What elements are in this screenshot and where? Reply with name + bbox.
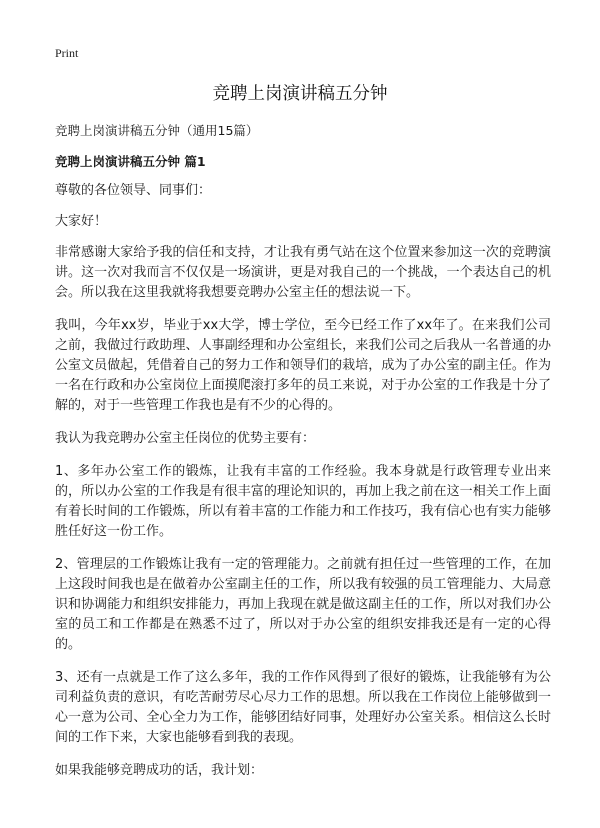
body-paragraph: 3、还有一点就是工作了这么多年，我的工作作风得到了很好的锻炼，让我能够有为公司利益负责的意识，有吃苦耐劳尽心尽力工作的思想。所以我在工作岗位上能够做到一心一意为公司、全心全力为工作，能够团结好同事，处理好办公室关系。相信这么长时间的工作下来，大家也能够看到我的表现。 bbox=[55, 670, 551, 745]
salutation-paragraph: 尊敬的各位领导、同事们： bbox=[55, 183, 212, 198]
body-paragraph: 我认为我竞聘办公室主任岗位的优势主要有： bbox=[55, 431, 316, 446]
body-paragraph: 1、多年办公室工作的锻炼，让我有丰富的工作经验。我本身就是行政管理专业出来的，所以办公室的工作我是有很丰富的理论知识的，再加上我之前在这一相关工作上面有着长时间的工作锻炼，所以有着丰富的工作能力和工作技巧，我有信心也有实力能够胜任好这一份工作。 bbox=[55, 464, 551, 539]
body-paragraph: 非常感谢大家给予我的信任和支持，才让我有勇气站在这个位置来参加这一次的竞聘演讲。这一次对我而言不仅仅是一场演讲，更是对我自己的一个挑战，一个表达自己的机会。所以我在这里我就将我想要竞聘办公室主任的想法说一下。 bbox=[55, 245, 551, 300]
body-paragraph: 如果我能够竞聘成功的话，我计划： bbox=[55, 763, 264, 778]
page-title: 竞聘上岗演讲稿五分钟 bbox=[212, 84, 388, 104]
article-body bbox=[55, 181, 551, 794]
greeting-paragraph: 大家好！ bbox=[55, 214, 108, 229]
section-heading: 竞聘上岗演讲稿五分钟 篇1 bbox=[55, 154, 206, 169]
print-link[interactable]: Print bbox=[55, 46, 79, 60]
body-paragraph: 2、管理层的工作锻炼让我有一定的管理能力。之前就有担任过一些管理的工作，在加上这段时间我也是在做着办公室副主任的工作，所以我有较强的员工管理能力、大局意识和协调能力和组织安排能力，再加上我现在就是做这副主任的工作，所以对我们办公室的员工和工作都是在熟悉不过了，所以对于办公室的组织安排我还是有一定的心得的。 bbox=[55, 557, 551, 652]
body-paragraph: 我叫，今年xx岁，毕业于xx大学，博士学位，至今已经工作了xx年了。在来我们公司之前，我做过行政助理、人事副经理和办公室组长，来我们公司之后我从一名普通的办公室文员做起，凭借着自己的努力工作和领导们的栽培，成为了办公室的副主任。作为一名在行政和办公室岗位上面摸爬滚打多年的员工来说，对于办公室的工作我是十分了解的，对于一些管理工作我也是有不少的心得的。 bbox=[55, 318, 551, 413]
document-subtitle: 竞聘上岗演讲稿五分钟（通用15篇） bbox=[55, 123, 259, 138]
